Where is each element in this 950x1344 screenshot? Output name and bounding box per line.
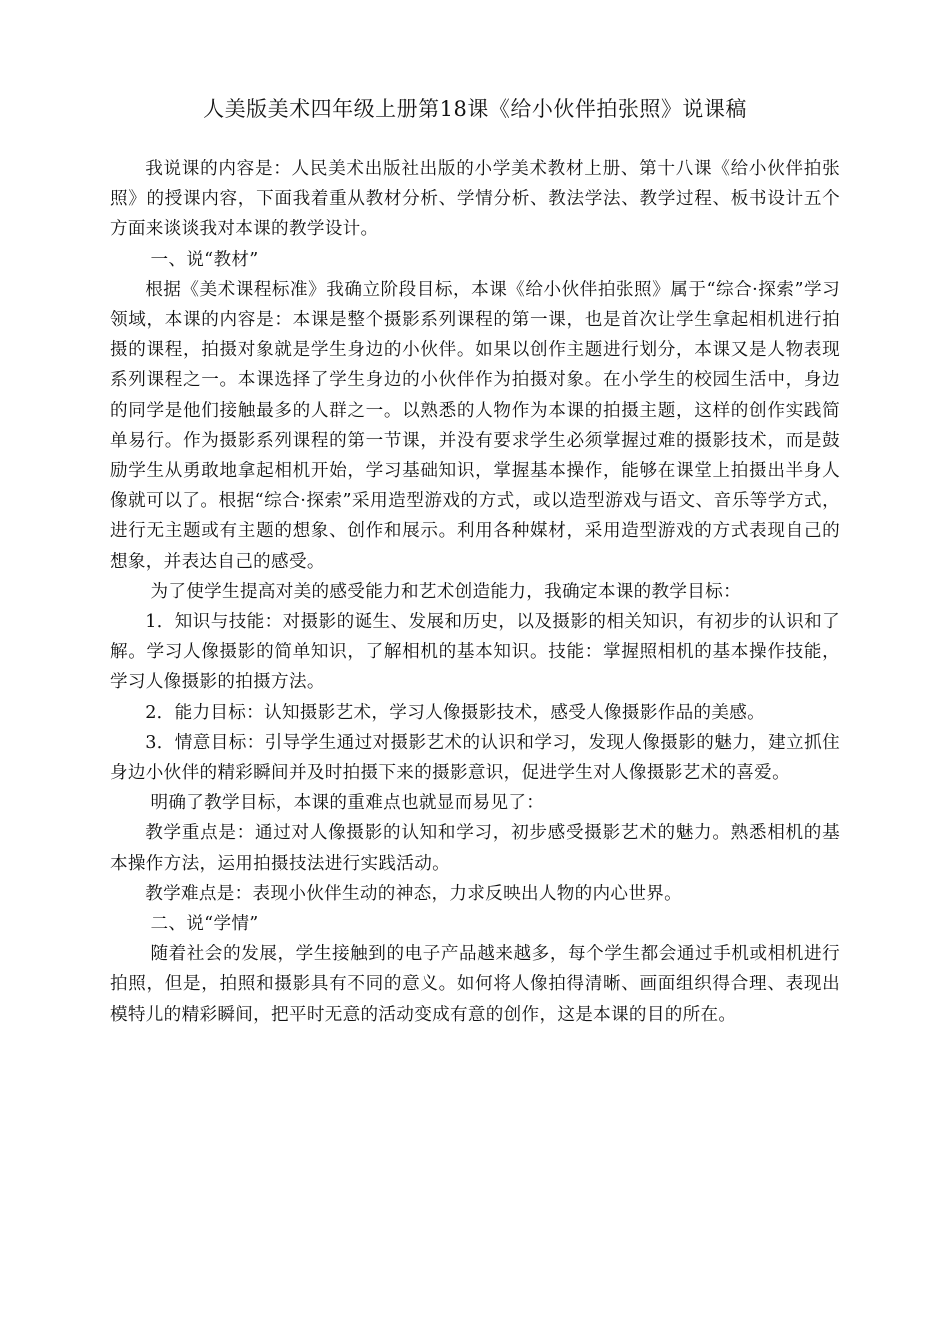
section-heading-learners: 二、说“学情” [150, 914, 259, 935]
document-title: 人美版美术四年级上册第18课《给小伙伴拍张照》说课稿 [203, 97, 747, 121]
intro-paragraph: 我说课的内容是：人民美术出版社出版的小学美术教材上册、第十八课《给小伙伴拍张照》的授课内容，下面我着重从教材分析、学情分析、教法学法、教学过程、板书设计五个方面来谈谈我对本课的教学设计。 [110, 159, 840, 240]
key-points-intro-paragraph: 明确了教学目标，本课的重难点也就显而易见了： [150, 793, 545, 814]
teaching-focus-paragraph: 教学重点是：通过对人像摄影的认知和学习，初步感受摄影艺术的魅力。熟悉相机的基本操作方法，运用拍摄技法进行实践活动。 [110, 823, 840, 874]
goals-intro-paragraph: 为了使学生提高对美的感受能力和艺术创造能力，我确定本课的教学目标： [150, 581, 741, 602]
goal-ability-paragraph: 2．能力目标：认知摄影艺术，学习人像摄影技术，感受人像摄影作品的美感。 [145, 702, 766, 723]
goal-knowledge-paragraph: 1．知识与技能：对摄影的诞生、发展和历史，以及摄影的相关知识，有初步的认识和了解。学习人像摄影的简单知识，了解相机的基本知识。技能：掌握照相机的基本操作技能，学习人像摄影的拍摄方法。 [110, 612, 840, 693]
section-heading-textbook: 一、说“教材” [150, 249, 259, 270]
teaching-difficulty-paragraph: 教学难点是：表现小伙伴生动的神态，力求反映出人物的内心世界。 [145, 883, 683, 904]
textbook-analysis-paragraph: 根据《美术课程标准》我确立阶段目标，本课《给小伙伴拍张照》属于“综合·探索”学习领域，本课的内容是：本课是整个摄影系列课程的第一课，也是首次让学生拿起相机进行拍摄的课程，拍摄对象就是学生身边的小伙伴。如果以创作主题进行划分，本课又是人物表现系列课程之一。本课选择了学生身边的小伙伴作为拍摄对象。在小学生的校园生活中，身边的同学是他们接触最多的人群之一。以熟悉的人物作为本课的拍摄主题，这样的创作实践简单易行。作为摄影系列课程的第一节课，并没有要求学生必须掌握过难的摄影技术，而是鼓励学生从勇敢地拿起相机开始，学习基础知识，掌握基本操作，能够在课堂上拍摄出半身人像就可以了。根据“综合·探索”采用造型游戏的方式，或以造型游戏与语文、音乐等学方式，进行无主题或有主题的想象、创作和展示。利用各种媒材，采用造型游戏的方式表现自己的想象，并表达自己的感受。 [110, 279, 840, 572]
goal-emotion-paragraph: 3．情意目标：引导学生通过对摄影艺术的认识和学习，发现人像摄影的魅力，建立抓住身边小伙伴的精彩瞬间并及时拍摄下来的摄影意识，促进学生对人像摄影艺术的喜爱。 [110, 732, 840, 784]
learner-analysis-paragraph: 随着社会的发展，学生接触到的电子产品越来越多，每个学生都会通过手机或相机进行拍照，但是，拍照和摄影具有不同的意义。如何将人像拍得清晰、画面组织得合理、表现出模特儿的精彩瞬间，把平时无意的活动变成有意的创作，这是本课的目的所在。 [110, 944, 840, 1025]
